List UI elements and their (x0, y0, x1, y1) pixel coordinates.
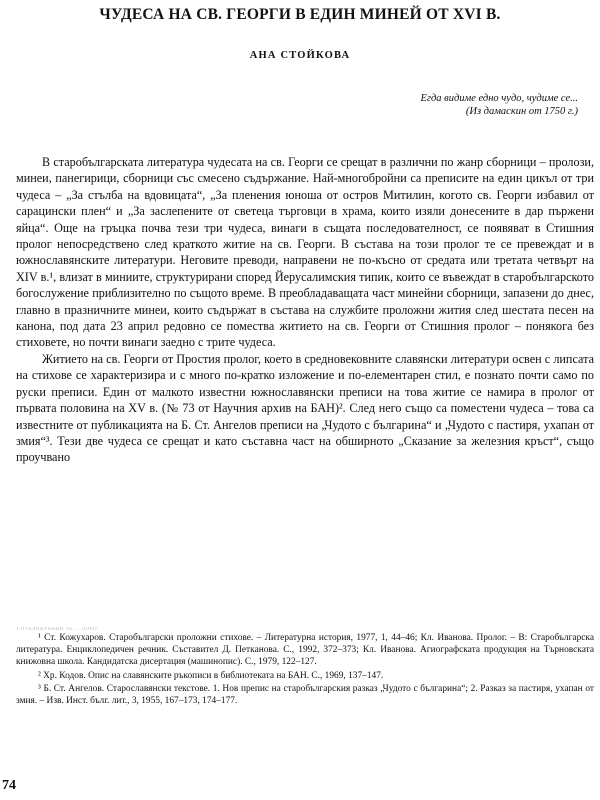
article-author: АНА СТОЙКОВА (249, 50, 351, 61)
body-paragraph-2: Житието на св. Георги от Простия пролог, което в средновековните славянски литератури освен с липсата на стихове се характеризира и с много по-кратко изложение и по-елементарен стил, е познато почти само по руски преписи. Един от малкото известни южнославянски преписи на това житие се намира в пролог от първата половина на XV в. (№ 73 от Научния архив на БАН)². След него също са поместени чудеса – това са известните от публикацията на Б. Ст. Ангелов преписи на „Чудото с българина“ и „Чудото с пастиря, ухапан от змия“³. Тези две чудеса се срещат и като съставна част на обширното „Сказание за железния кръст“, също проучвано (16, 351, 594, 465)
footnote-2: ² Хр. Кодов. Опис на славянските ръкописи в библиотеката на БАН. С., 1969, 137–147. (38, 670, 384, 681)
article-body (16, 154, 594, 466)
page-number: 74 (2, 778, 16, 793)
footnotes (16, 632, 594, 708)
epigraph (420, 92, 578, 118)
footnote-3: ³ Б. Ст. Ангелов. Старославянски текстове. 1. Нов препис на старобългарския разказ „Чудото с българина“; 2. Разказ за пастиря, ухапан от змия. – Изв. Инст. бълг. лит., 3, 1955, 167–173, 174–177. (16, 683, 594, 707)
epigraph-source: (Из дамаскин от 1750 г.) (465, 106, 578, 117)
article-title: ЧУДЕСА НА СВ. ГЕОРГИ В ЕДИН МИНЕЙ ОТ XVI В. (99, 6, 501, 23)
footnote-divider: 1 ПУБЛИКУВАНИ ЗА ... ПОРО (16, 627, 98, 632)
epigraph-quote: Егда видиме едно чудо, чудиме се... (420, 93, 578, 104)
body-paragraph-1: В старобългарската литература чудесата на св. Георги се срещат в различни по жанр сборници – пролози, минеи, панегирици, сборници със смесено съдържание. Най-многобройни са преписите на един цикъл от три чудеса – „За стълба на вдовицата“, „За пленения юноша от остров Митилин, когото св. Георги избавил от сарацински плен“ и „За заслепените от светеца търговци в храма, които изяли донесените в дар пържени яйца“. Още на гръцка почва тези три чудеса, винаги в същата последователност, се появяват в Стишния пролог непосредствено след краткото житие на св. Георги. В състава на този пролог те се превеждат и в южнославянските литератури. Неговите преводи, направени не по-късно от средата или третата четвърт на XIV в.¹, влизат в миниите, структурирани според Йерусалимския типик, които се въвеждат в старобългарското богослужение приблизително по същото време. В преобладаващата част минейни сборници, запазени до днес, главно в празничните минеи, които съдържат в състава на службите проложни жития след шестата песен на канона, под дата 23 април редовно се помества житието на св. Георги от Стишния пролог – понякога без стиховете, но почти винаги заедно с трите чудеса. (16, 155, 594, 350)
footnote-1: ¹ Ст. Кожухаров. Старобългарски проложни стихове. – Литературна история, 1977, 1, 44–46; Кл. Иванова. Пролог. – В: Старобългарска литература. Енциклопедичен речник. Съставител Д. Петканова. С., 1992, 372–373; Кл. Иванова. Агиографската продукция на Търновската книжовна школа. Кандидатска дисертация (машинопис). С., 1979, 122–127. (16, 633, 594, 668)
